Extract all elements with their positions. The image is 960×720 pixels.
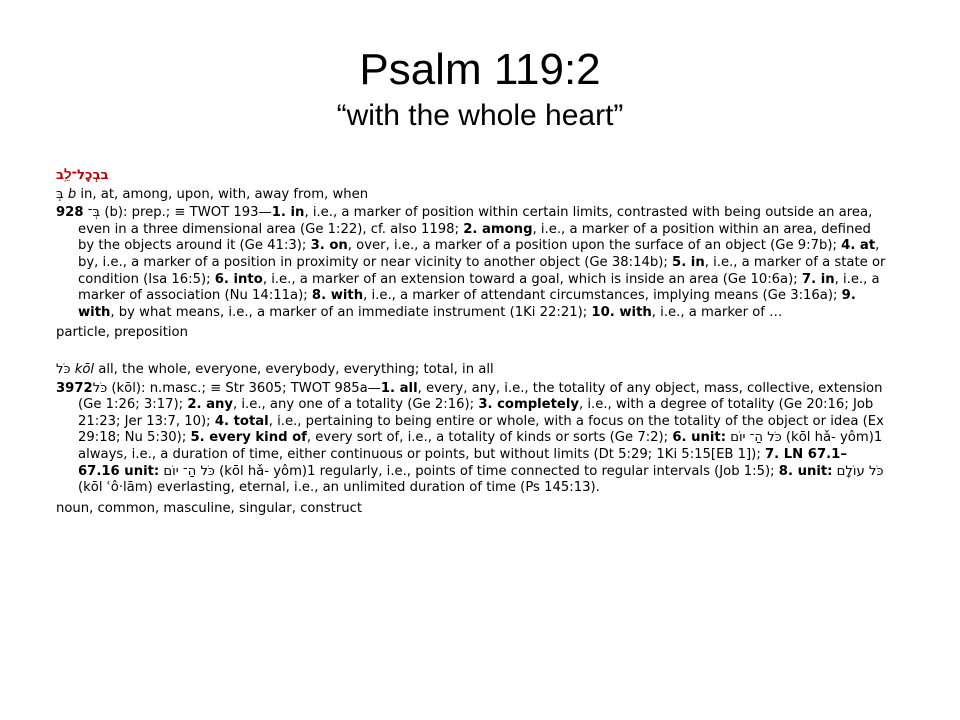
sense-text: , every, any, i.e., the totality of any object, mass, collective, extension (Ge 1:26; 3:17);: [78, 380, 883, 413]
sense-word: at: [855, 238, 876, 254]
sense-number: 9.: [841, 288, 856, 304]
sense-word: completely: [492, 397, 579, 413]
sense-item: [312, 288, 842, 303]
sense-item: [190, 430, 672, 445]
sense-number: 6.: [672, 430, 687, 446]
entry2-body-pre: (kōl): n.masc.; ≡ Str 3605; TWOT 985a—: [107, 380, 381, 396]
sense-text: , i.e., a marker of association (Nu 14:11a);: [78, 271, 880, 304]
entry2-pos: noun, common, masculine, singular, construct: [56, 500, 363, 516]
sense-text: , i.e., pertaining to being entire or whole, with a focus on the totality of the object or idea (Ex 29:18; Nu 5:30);: [78, 413, 884, 446]
lexicon-content: [56, 168, 888, 519]
sense-word: any: [201, 397, 233, 413]
entry2-senses: [78, 381, 884, 496]
sense-item: [591, 305, 782, 320]
entry2-gloss-text: all, the whole, everyone, everybody, everything; total, in all: [94, 361, 494, 377]
sense-text: , by what means, i.e., a marker of an immediate instrument (1Ki 22:21);: [110, 304, 592, 320]
sense-number: 5.: [672, 254, 687, 270]
sense-text: כֹּל הַ־ יוֹם (kōl hǎ- yôm)1 always, i.e., a duration of time, either continuous or points, but without limits (Dt 5:29; 1Ki 5:15[EB 1]);: [78, 430, 883, 462]
sense-word: with: [78, 304, 111, 320]
sense-text: , by, i.e., a marker of a position in proximity or near vicinity to another object (Ge 38:14b);: [78, 238, 880, 270]
entry1-gloss-text: in, at, among, upon, with, away from, when: [76, 186, 369, 202]
entry2-gloss: [56, 362, 888, 379]
sense-word: unit:: [792, 463, 833, 479]
sense-number: 2.: [463, 221, 478, 237]
entry1-number: 928: [56, 205, 84, 221]
entry1-gloss: [56, 187, 888, 204]
entry1-definition: [56, 205, 888, 321]
sense-text: , i.e., a marker of a state or condition (Isa 16:5);: [78, 254, 886, 287]
entry2-gloss-hebrew: כֹּל: [56, 361, 71, 377]
sense-text: , i.e., with a degree of totality (Ge 20:16; Job 21:23; Jer 13:7, 10);: [78, 397, 874, 429]
sense-text: , every sort of, i.e., a totality of kinds or sorts (Ge 7:2);: [306, 430, 673, 446]
sense-number: 6.: [214, 271, 229, 287]
entry1-body-pre: (b): prep.; ≡ TWOT 193—: [100, 205, 272, 221]
page-title: Psalm 119:2: [359, 45, 601, 94]
sense-number: 7.: [801, 271, 817, 287]
sense-number: 1.: [271, 205, 286, 221]
sense-number: 7.: [764, 446, 780, 462]
entry1-gloss-translit: b: [67, 186, 77, 202]
entry1-pos: particle, preposition: [56, 325, 188, 341]
sense-word: among: [477, 221, 533, 237]
sense-number: 8.: [778, 463, 793, 479]
sense-number: 8.: [311, 288, 327, 304]
sense-text: , i.e., any one of a totality (Ge 2:16);: [232, 397, 479, 413]
sense-word: unit:: [686, 430, 726, 446]
sense-text: , i.e., a marker of …: [651, 304, 783, 320]
sense-number: 5.: [190, 430, 205, 446]
entry1-gloss-hebrew: בְּ: [56, 186, 64, 202]
sense-number: 1.: [380, 380, 396, 396]
title-block: [0, 44, 960, 134]
entry2-gloss-translit: kōl: [74, 361, 95, 377]
sense-item: [215, 272, 802, 287]
sense-number: 4.: [214, 413, 230, 429]
sense-word: LN 67.1–67.16 unit:: [78, 446, 847, 479]
sense-text: , i.e., a marker of a position within an area, defined by the objects around it (Ge 41:3);: [78, 221, 871, 254]
entry2-lemma: כֹּל: [92, 380, 108, 396]
entry2-definition: [56, 381, 888, 497]
sense-word: into: [228, 271, 263, 287]
sense-item: [187, 397, 478, 412]
sense-number: 4.: [841, 238, 856, 254]
sense-word: in: [285, 205, 305, 221]
sense-number: 3.: [478, 397, 493, 413]
entry1-senses: [78, 205, 885, 320]
sense-word: all: [395, 380, 418, 396]
sense-text: , i.e., a marker of attendant circumstances, implying means (Ge 3:16a);: [363, 288, 842, 304]
sense-word: in: [816, 271, 835, 287]
hebrew-heading: בבְכׇל־לֵ֥ב: [56, 168, 109, 183]
sense-text: , i.e., a marker of position within certain limits, contrasted with being outside an area, even in a three dimensional area (Ge 1:22), cf. also 1198;: [78, 205, 873, 237]
sense-word: with: [326, 288, 364, 304]
sense-word: every kind of: [204, 430, 307, 446]
sense-number: 10.: [591, 304, 615, 320]
sense-number: 2.: [187, 397, 202, 413]
sense-word: total: [229, 413, 269, 429]
sense-number: 3.: [310, 238, 325, 254]
entry2-number: 3972: [56, 380, 93, 396]
sense-text: כֹּל הַ־ יוֹם (kōl hǎ- yôm)1 regularly, i.e., points of time connected to regular intervals (Job 1:5);: [159, 463, 779, 479]
sense-text: , i.e., a marker of an extension toward a goal, which is inside an area (Ge 10:6a);: [262, 271, 802, 287]
sense-text: כֹּל עוֹלָם (kōl ʿô·lām) everlasting, eternal, i.e., an unlimited duration of time (Ps 145:13).: [78, 463, 884, 496]
page-subtitle: “with the whole heart”: [336, 99, 624, 132]
sense-word: on: [324, 238, 348, 254]
sense-item: [311, 238, 842, 253]
sense-word: with: [614, 304, 652, 320]
entry1-lemma: בְּ־: [87, 205, 101, 221]
sense-word: in: [686, 254, 705, 270]
sense-text: , over, i.e., a marker of a position upon the surface of an object (Ge 9:7b);: [347, 238, 842, 254]
